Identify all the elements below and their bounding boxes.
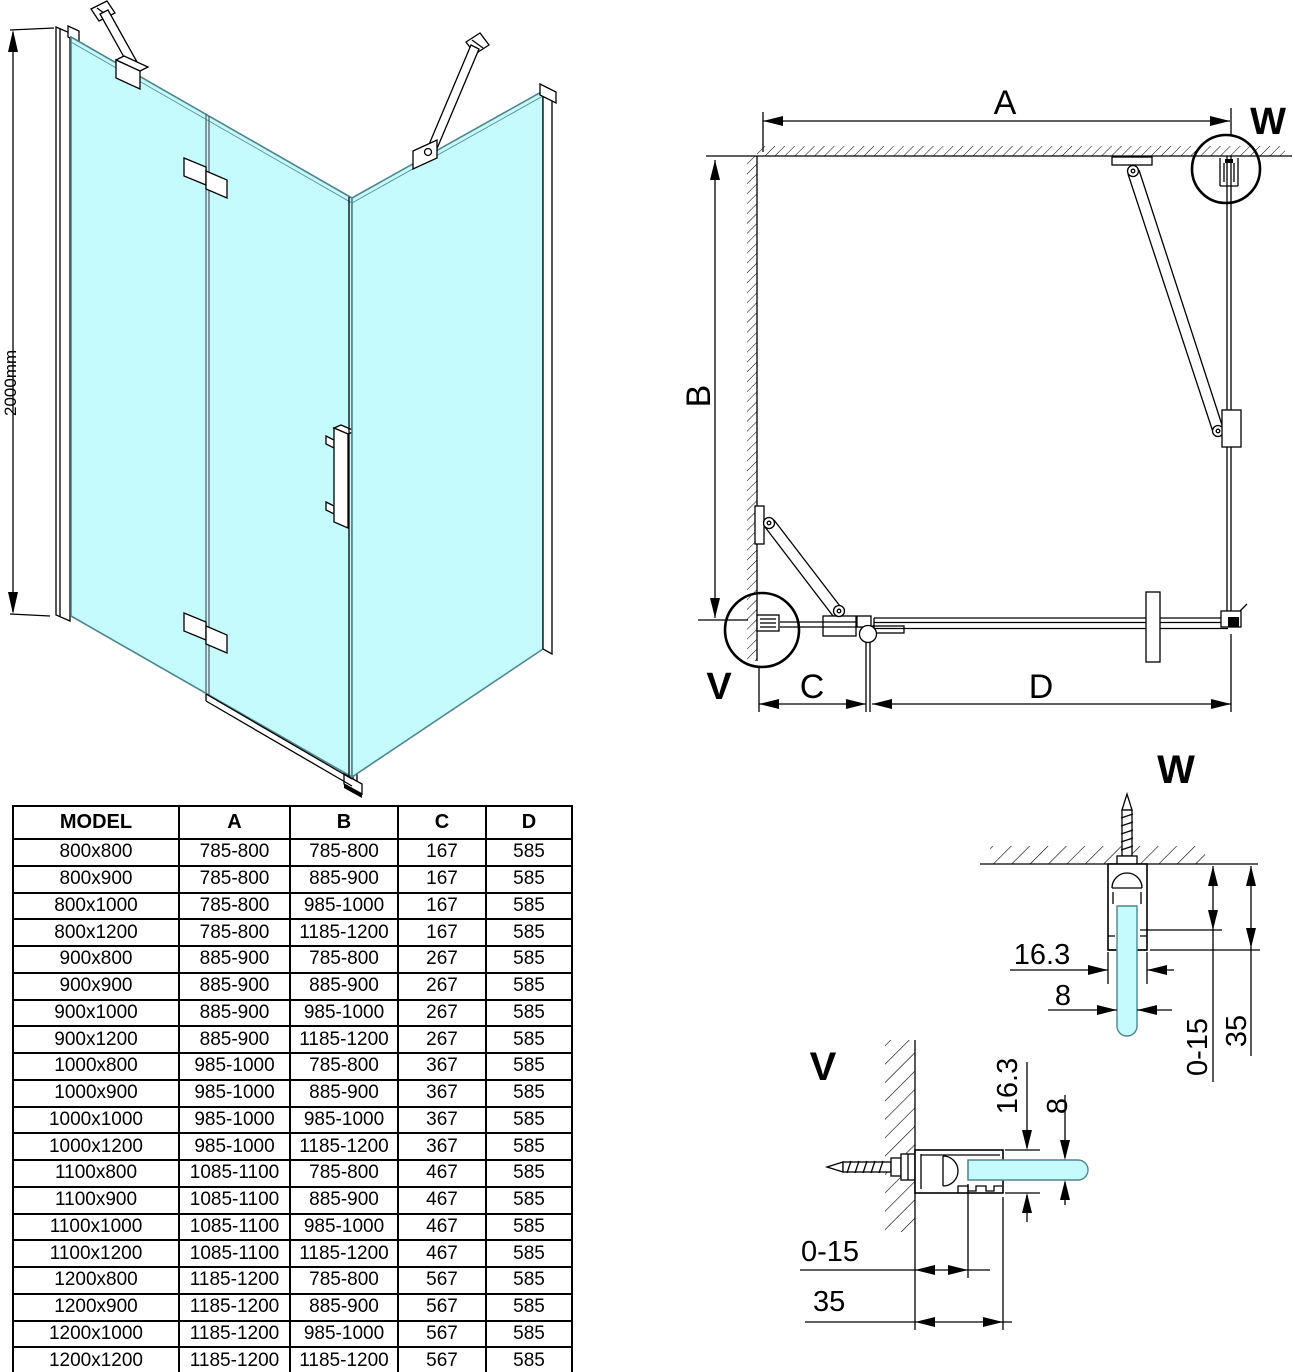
table-cell: 585 — [486, 919, 572, 946]
table-cell: 900x800 — [13, 946, 179, 973]
table-cell: 585 — [486, 1160, 572, 1187]
table-cell: 985-1000 — [290, 1321, 398, 1348]
table-cell: 585 — [486, 893, 572, 920]
table-cell: 785-800 — [179, 893, 290, 920]
table-row — [13, 839, 572, 866]
v-screw — [827, 1154, 915, 1180]
table-row — [13, 1267, 572, 1294]
table-cell: 1085-1100 — [179, 1160, 290, 1187]
plan-detail-w-circle — [1192, 135, 1260, 203]
table-cell: 785-800 — [290, 1267, 398, 1294]
header-cell: C — [398, 806, 486, 839]
iso-side-edge-profile — [540, 84, 556, 654]
iso-side-glass — [352, 91, 543, 777]
plan-dim-a-label: A — [993, 84, 1017, 122]
table-cell: 567 — [398, 1347, 486, 1372]
table-cell: 267 — [398, 973, 486, 1000]
table-cell: 1185-1200 — [290, 1133, 398, 1160]
table-cell: 1185-1200 — [290, 919, 398, 946]
table-row — [13, 946, 572, 973]
table-cell: 985-1000 — [179, 1133, 290, 1160]
table-cell: 1200x1200 — [13, 1347, 179, 1372]
table-cell: 167 — [398, 919, 486, 946]
header-cell: A — [179, 806, 290, 839]
table-cell: 1185-1200 — [179, 1267, 290, 1294]
table-cell: 585 — [486, 1133, 572, 1160]
table-cell: 985-1000 — [179, 1053, 290, 1080]
plan-dim-d-label: D — [1028, 668, 1054, 706]
table-cell: 1200x1000 — [13, 1321, 179, 1348]
table-cell: 885-900 — [179, 1026, 290, 1053]
table-cell: 785-800 — [179, 866, 290, 893]
table-cell: 900x900 — [13, 973, 179, 1000]
iso-front-glass — [71, 37, 352, 777]
plan-dim-c-label: C — [799, 668, 825, 706]
table-row — [13, 1160, 572, 1187]
plan-v-profile-detail — [757, 615, 779, 631]
table-cell: 785-800 — [290, 1160, 398, 1187]
table-row — [13, 1294, 572, 1321]
header-cell: D — [486, 806, 572, 839]
table-cell: 1000x800 — [13, 1053, 179, 1080]
table-cell: 585 — [486, 1000, 572, 1027]
table-cell: 467 — [398, 1240, 486, 1267]
detail-w-glass-label: 8 — [1054, 980, 1072, 1012]
table-cell: 267 — [398, 1000, 486, 1027]
table-cell: 1000x900 — [13, 1080, 179, 1107]
table-cell: 585 — [486, 839, 572, 866]
table-cell: 1200x900 — [13, 1294, 179, 1321]
table-cell: 785-800 — [290, 946, 398, 973]
header-cell: B — [290, 806, 398, 839]
iso-height-dimension — [8, 28, 54, 616]
table-row — [13, 1240, 572, 1267]
table-cell: 800x800 — [13, 839, 179, 866]
table-cell: 800x1000 — [13, 893, 179, 920]
table-cell: 585 — [486, 973, 572, 1000]
table-header-row — [13, 806, 572, 839]
table-cell: 1185-1200 — [179, 1347, 290, 1372]
iso-height-label: 2000mm — [1, 349, 20, 416]
table-cell: 567 — [398, 1321, 486, 1348]
table-row — [13, 893, 572, 920]
table-cell: 785-800 — [179, 919, 290, 946]
v-glass — [968, 1160, 1088, 1180]
detail-v-glass-label: 8 — [1042, 1097, 1074, 1115]
table-cell: 167 — [398, 839, 486, 866]
table-cell: 1100x900 — [13, 1187, 179, 1214]
table-row — [13, 1133, 572, 1160]
table-cell: 900x1000 — [13, 1000, 179, 1027]
plan-top-wall-hatch — [757, 146, 1285, 156]
table-cell: 267 — [398, 946, 486, 973]
table-cell: 1100x1000 — [13, 1214, 179, 1241]
plan-detail-w-marker: W — [1250, 101, 1286, 143]
table-cell: 585 — [486, 1080, 572, 1107]
table-cell: 985-1000 — [179, 1107, 290, 1134]
plan-view — [698, 108, 1292, 712]
plan-w-profile-detail — [1220, 158, 1238, 186]
table-cell: 585 — [486, 946, 572, 973]
table-cell: 1185-1200 — [290, 1026, 398, 1053]
table-cell: 585 — [486, 1187, 572, 1214]
table-cell: 367 — [398, 1133, 486, 1160]
table-row — [13, 1187, 572, 1214]
plan-left-wall-hatch — [747, 156, 757, 661]
plan-door-handle — [1146, 592, 1160, 662]
table-row — [13, 1214, 572, 1241]
table-cell: 1085-1100 — [179, 1187, 290, 1214]
table-cell: 1100x800 — [13, 1160, 179, 1187]
w-ceiling-hatch — [990, 846, 1205, 864]
plan-detail-v-marker: V — [706, 666, 732, 708]
detail-v-title: V — [809, 1045, 837, 1089]
table-cell: 885-900 — [179, 946, 290, 973]
table-row — [13, 973, 572, 1000]
table-cell: 1085-1100 — [179, 1214, 290, 1241]
plan-door-hinge — [857, 616, 904, 643]
v-wall-hatch — [885, 1040, 915, 1232]
table-cell: 1085-1100 — [179, 1240, 290, 1267]
table-cell: 1000x1200 — [13, 1133, 179, 1160]
w-glass — [1117, 906, 1137, 1036]
table-cell: 985-1000 — [290, 1214, 398, 1241]
table-row — [13, 1321, 572, 1348]
table-cell: 885-900 — [179, 1000, 290, 1027]
detail-w-drawing — [980, 794, 1260, 1082]
table-cell: 167 — [398, 893, 486, 920]
plan-dim-b-label: B — [680, 384, 718, 408]
table-cell: 585 — [486, 1214, 572, 1241]
detail-v-adjust-label: 0-15 — [801, 1236, 860, 1268]
table-cell: 585 — [486, 1347, 572, 1372]
plan-corner-connector — [1221, 604, 1247, 627]
table-cell: 900x1200 — [13, 1026, 179, 1053]
table-body — [13, 839, 572, 1372]
table-cell: 885-900 — [290, 1080, 398, 1107]
table-cell: 1200x800 — [13, 1267, 179, 1294]
table-cell: 885-900 — [290, 866, 398, 893]
detail-w-adjust-label: 0-15 — [1182, 1017, 1214, 1077]
table-row — [13, 1000, 572, 1027]
table-cell: 167 — [398, 866, 486, 893]
table-cell: 267 — [398, 1026, 486, 1053]
table-cell: 985-1000 — [290, 893, 398, 920]
table-cell: 1100x1200 — [13, 1240, 179, 1267]
table-row — [13, 1347, 572, 1372]
table-cell: 985-1000 — [179, 1080, 290, 1107]
table-cell: 367 — [398, 1053, 486, 1080]
table-cell: 985-1000 — [290, 1000, 398, 1027]
table-cell: 567 — [398, 1267, 486, 1294]
table-cell: 1000x1000 — [13, 1107, 179, 1134]
detail-w-title: W — [1157, 748, 1195, 792]
table-cell: 1185-1200 — [179, 1321, 290, 1348]
plan-door-leaf — [874, 618, 1228, 629]
table-cell: 885-900 — [179, 973, 290, 1000]
table-cell: 585 — [486, 1240, 572, 1267]
detail-w-profile-width-label: 16.3 — [1013, 939, 1071, 971]
table-cell: 367 — [398, 1107, 486, 1134]
table-cell: 885-900 — [290, 1187, 398, 1214]
table-cell: 585 — [486, 1107, 572, 1134]
table-cell: 467 — [398, 1214, 486, 1241]
table-row — [13, 866, 572, 893]
table-cell: 1185-1200 — [290, 1347, 398, 1372]
detail-v-depth-label: 35 — [813, 1286, 846, 1318]
table-cell: 800x1200 — [13, 919, 179, 946]
table-row — [13, 1080, 572, 1107]
table-cell: 585 — [486, 1321, 572, 1348]
table-cell: 785-800 — [290, 1053, 398, 1080]
detail-w-depth-label: 35 — [1221, 1014, 1253, 1048]
iso-view — [8, 1, 556, 798]
table-row — [13, 919, 572, 946]
table-cell: 367 — [398, 1080, 486, 1107]
plan-top-strut — [1112, 157, 1241, 447]
table-cell: 785-800 — [179, 839, 290, 866]
table-cell: 567 — [398, 1294, 486, 1321]
table-cell: 1185-1200 — [290, 1240, 398, 1267]
table-cell: 467 — [398, 1160, 486, 1187]
table-cell: 585 — [486, 1026, 572, 1053]
detail-v-profile-width-label: 16.3 — [992, 1057, 1024, 1115]
dimensions-table — [12, 805, 573, 1372]
table-cell: 585 — [486, 1294, 572, 1321]
table-cell: 885-900 — [290, 973, 398, 1000]
table-row — [13, 1107, 572, 1134]
table-cell: 585 — [486, 1053, 572, 1080]
table-row — [13, 1053, 572, 1080]
table-cell: 1185-1200 — [179, 1294, 290, 1321]
table-cell: 885-900 — [290, 1294, 398, 1321]
table-cell: 985-1000 — [290, 1107, 398, 1134]
table-cell: 585 — [486, 866, 572, 893]
table-cell: 785-800 — [290, 839, 398, 866]
table-cell: 800x900 — [13, 866, 179, 893]
table-cell: 467 — [398, 1187, 486, 1214]
table-row — [13, 1026, 572, 1053]
table-cell: 585 — [486, 1267, 572, 1294]
header-cell: MODEL — [13, 806, 179, 839]
plan-side-panel — [1227, 156, 1231, 618]
